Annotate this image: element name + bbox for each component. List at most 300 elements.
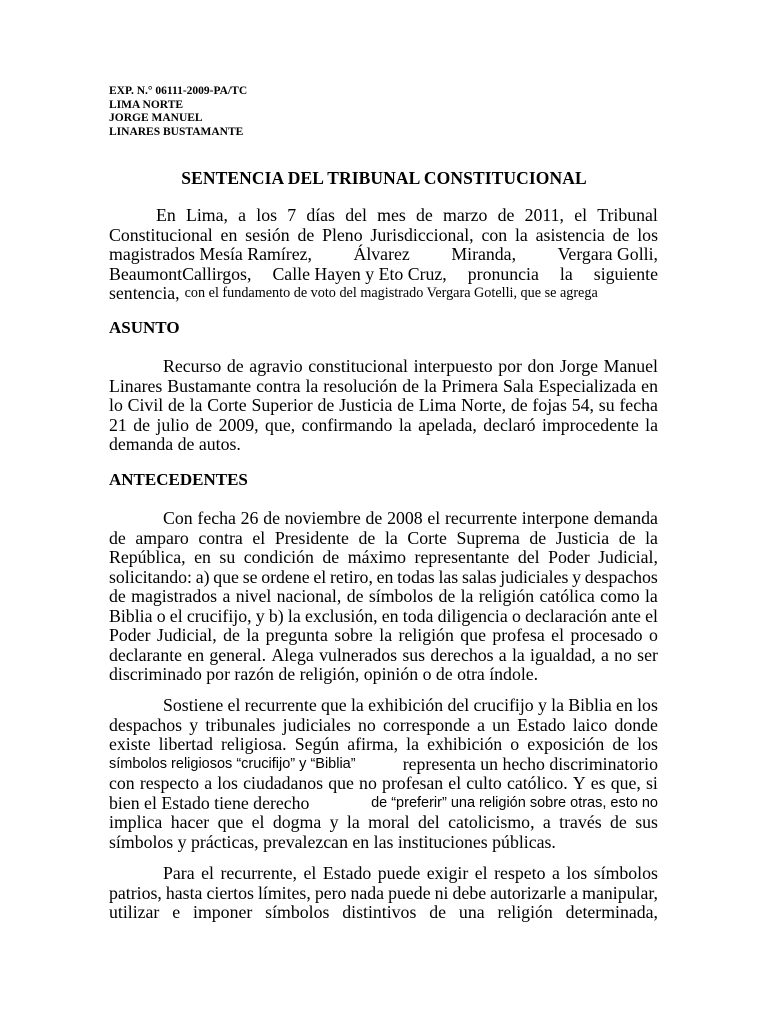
word: través: [559, 812, 602, 832]
word: a: [238, 205, 247, 225]
state-right-text: bien el Estado tiene derecho: [109, 792, 310, 813]
word: moral: [368, 812, 410, 832]
word: el: [169, 605, 183, 626]
word: Recurso: [163, 356, 222, 376]
antecedentes-line: [109, 884, 658, 904]
word: las: [438, 566, 459, 587]
word: Corte: [207, 395, 247, 415]
word: de: [223, 625, 240, 645]
antecedentes-p2-last-text: símbolos y prácticas, prevalezcan en las instituciones públicas.: [109, 831, 556, 852]
word: patrios,: [109, 882, 162, 903]
word: vulnerados: [319, 644, 398, 665]
word: a: [570, 882, 579, 903]
word: el: [227, 695, 241, 715]
word: la: [645, 527, 658, 548]
word: Jurisdiccional,: [370, 224, 474, 245]
word: de: [397, 395, 415, 415]
word: declarante: [109, 644, 183, 665]
word: Civil: [127, 395, 164, 415]
word: recurrente: [244, 695, 317, 715]
word: Lima,: [185, 205, 228, 225]
word: el: [303, 863, 317, 883]
word: condición: [243, 547, 314, 567]
antecedentes-line: [109, 774, 658, 794]
word: asistencia: [535, 224, 605, 245]
word: que: [460, 625, 486, 645]
intro-voto-note: con el fundamento de voto del magistrado Vergara Gotelli, que se agrega: [184, 285, 598, 301]
word: declaró: [483, 414, 536, 435]
word: respeto: [494, 863, 546, 883]
word: En: [156, 205, 176, 225]
intro-paragraph: [109, 206, 658, 304]
word: respecto: [139, 773, 200, 793]
word: debe: [452, 882, 487, 903]
word: que: [217, 812, 244, 832]
word: Álvarez: [353, 244, 410, 264]
word: símbolos: [593, 863, 658, 883]
antecedentes-paragraph-3: [109, 864, 658, 923]
word: el: [645, 605, 658, 626]
antecedentes-line: [109, 568, 658, 588]
intro-line: [109, 206, 658, 226]
word: que,: [610, 773, 641, 793]
word: Biblia: [568, 695, 612, 715]
word: recurrente: [444, 508, 518, 528]
word: que: [321, 695, 347, 715]
word: su: [598, 395, 615, 415]
word: Según: [294, 734, 340, 754]
word: ser: [637, 644, 658, 665]
asunto-heading: ASUNTO: [109, 318, 180, 337]
word: Estado: [322, 863, 372, 883]
word: del: [447, 695, 470, 715]
word: de: [297, 224, 315, 245]
word: crucifijo,: [186, 605, 252, 626]
word: laico: [572, 714, 608, 735]
word: nacional,: [276, 586, 342, 606]
word: exhibición: [427, 734, 503, 754]
intro-line: [109, 226, 658, 246]
word: a: [498, 644, 507, 665]
word: y: [572, 566, 582, 587]
word: fecha: [619, 395, 658, 415]
asunto-last-text: demanda de autos.: [109, 434, 241, 454]
word: y: [329, 812, 339, 832]
word: la: [398, 414, 412, 435]
word: exposición: [527, 734, 605, 754]
word: salas: [461, 566, 497, 587]
word: Vergara Golli,: [557, 244, 658, 264]
case-number: EXP. N.° 06111-2009-PA/TC: [109, 85, 248, 97]
word: la: [559, 263, 573, 284]
antecedentes-line: [109, 696, 658, 716]
word: fecha: [197, 508, 236, 528]
word: y: [537, 695, 547, 715]
word: magistrados Mesía Ramírez,: [109, 244, 312, 264]
word: o: [510, 734, 520, 754]
word: la: [305, 375, 319, 396]
word: religión: [497, 902, 553, 922]
word: el: [574, 205, 588, 225]
word: de: [195, 414, 213, 435]
word: el: [551, 625, 565, 645]
word: si: [645, 773, 658, 793]
word: lo: [109, 395, 123, 415]
word: del: [517, 547, 540, 567]
word: pronuncia: [467, 263, 539, 284]
word: en: [381, 605, 399, 626]
word: la: [514, 224, 528, 245]
word: ordene: [261, 566, 310, 587]
word: Primera: [441, 375, 499, 396]
antecedentes-line: [109, 607, 658, 627]
word: dogma: [272, 812, 322, 832]
word: diligencia: [437, 605, 508, 626]
word: ante: [611, 605, 641, 626]
word: de: [415, 205, 433, 225]
antecedentes-line: [109, 716, 658, 736]
word: noviembre: [284, 508, 361, 528]
word: un: [492, 714, 510, 735]
plaintiff-first-name: JORGE MANUEL: [109, 112, 203, 125]
discriminatory-text: representa un hecho discriminatorio: [402, 753, 658, 774]
word: en: [616, 695, 633, 715]
word: ciudadanos: [243, 773, 324, 793]
word: mes: [377, 205, 406, 225]
word: con: [481, 224, 508, 245]
word: la: [287, 605, 301, 626]
word: de: [226, 356, 244, 376]
word: de: [510, 395, 528, 415]
word: en: [220, 224, 238, 245]
word: una: [458, 902, 485, 922]
intro-line: [109, 245, 658, 265]
word: Norte,: [461, 395, 507, 415]
case-header: [109, 85, 247, 139]
word: interpuesto: [413, 356, 493, 376]
word: de: [167, 395, 185, 415]
word: la: [246, 625, 260, 645]
word: Especializada: [538, 375, 637, 396]
word: el: [448, 773, 462, 793]
word: o: [648, 625, 658, 645]
word: de: [429, 902, 447, 922]
word: Estado: [517, 714, 566, 735]
word: libertad: [158, 734, 213, 754]
word: como: [600, 586, 640, 606]
word: marzo: [442, 205, 488, 225]
word: culto: [466, 773, 502, 793]
word: la: [644, 586, 658, 606]
word: de: [133, 414, 150, 435]
word: 2009,: [218, 414, 259, 435]
word: Presidente: [274, 527, 349, 548]
word: la: [379, 625, 393, 645]
word: toda: [402, 605, 434, 626]
word: o: [156, 605, 166, 626]
word: ni: [434, 882, 449, 903]
asunto-line: [109, 357, 658, 377]
word: de: [618, 527, 636, 548]
word: resolución: [323, 375, 398, 396]
word: Pleno: [322, 224, 363, 245]
prefer-religion-text: de “preferir” una religión sobre otras, esto no: [371, 794, 658, 811]
word: imponer: [193, 902, 253, 922]
word: exhibición: [368, 695, 444, 715]
word: contra: [256, 375, 301, 396]
word: improcedente: [541, 414, 639, 435]
word: implica: [109, 812, 163, 832]
word: todas: [397, 566, 435, 587]
word: la: [350, 695, 364, 715]
word: que: [213, 566, 239, 587]
word: confirmando: [301, 414, 393, 435]
word: tribunales: [205, 714, 276, 735]
antecedentes-line-mixed: [109, 794, 658, 814]
word: constitucional: [308, 356, 408, 376]
word: sus: [635, 812, 658, 832]
word: judiciales: [282, 714, 351, 735]
word: Justicia: [339, 395, 393, 415]
word: general.: [209, 644, 267, 665]
word: la: [551, 695, 564, 715]
word: Poder: [109, 625, 151, 645]
word: b): [268, 605, 284, 626]
word: de: [402, 375, 420, 396]
word: magistrados: [131, 586, 218, 606]
word: Lima: [418, 395, 457, 415]
word: y: [189, 714, 199, 735]
word: a: [477, 714, 485, 735]
word: Sostiene: [163, 695, 224, 715]
word: y: [255, 605, 265, 626]
word: religión: [478, 586, 535, 606]
word: 2011,: [524, 205, 564, 225]
word: a): [195, 566, 210, 587]
word: nivel: [235, 586, 272, 606]
asunto-line-last: [109, 435, 658, 455]
intro-line-last: [109, 284, 658, 304]
word: sesión: [245, 224, 290, 245]
document-title: SENTENCIA DEL TRIBUNAL CONSTITUCIONAL: [181, 168, 587, 188]
word: igualdad,: [530, 644, 596, 665]
word: Biblia: [109, 605, 153, 626]
word: o: [511, 605, 521, 626]
word: Linares: [109, 375, 163, 396]
antecedentes-line: [109, 548, 658, 568]
word: procesado: [570, 625, 643, 645]
word: su: [219, 547, 236, 567]
word: Con: [163, 508, 193, 528]
word: BeaumontCallirgos,: [109, 263, 252, 284]
antecedentes-line: [109, 864, 658, 884]
word: 2008: [387, 508, 423, 528]
word: interpone: [521, 508, 589, 528]
word: a: [204, 773, 213, 793]
word: fojas: [532, 395, 567, 415]
antecedentes-line: [109, 646, 658, 666]
intro-sentencia: sentencia,: [109, 283, 180, 303]
word: donde: [614, 714, 658, 735]
word: el: [201, 863, 214, 883]
word: pregunta: [265, 625, 328, 645]
word: de: [497, 205, 515, 225]
word: hasta: [165, 882, 203, 903]
word: Poder: [548, 547, 590, 567]
word: nada: [350, 882, 385, 903]
antecedentes-paragraph-2: [109, 696, 658, 852]
word: la: [384, 527, 398, 548]
word: de: [365, 508, 383, 528]
word: se: [242, 566, 258, 587]
word: de: [322, 547, 340, 567]
word: símbolos: [265, 902, 330, 922]
word: de: [529, 527, 547, 548]
word: judiciales: [500, 566, 569, 587]
word: Bustamante: [167, 375, 252, 396]
word: Tribunal: [597, 205, 658, 225]
word: en: [194, 547, 211, 567]
word: de: [358, 527, 376, 548]
word: exigir: [426, 863, 469, 883]
word: los: [256, 205, 278, 225]
word: que,: [265, 414, 296, 435]
word: despachos: [109, 714, 183, 735]
word: el: [251, 812, 265, 832]
word: la: [346, 812, 360, 832]
word: retiro,: [329, 566, 373, 587]
word: de: [438, 586, 456, 606]
word: corresponde: [382, 714, 470, 735]
word: los: [637, 224, 658, 245]
word: recurrente,: [220, 863, 297, 883]
word: en: [187, 644, 205, 665]
word: la: [406, 734, 420, 754]
word: máximo: [347, 547, 407, 567]
word: solicitando:: [109, 566, 192, 587]
word: apelada,: [418, 414, 477, 435]
asunto-line: [109, 416, 658, 436]
case-location: LIMA NORTE: [109, 98, 184, 111]
antecedentes-line-last: [109, 833, 658, 853]
word: puede: [377, 863, 421, 883]
word: límites,: [257, 882, 311, 903]
religious-symbols-text: símbolos religiosos “crucifijo” y “Biblia”: [109, 755, 356, 772]
word: de: [346, 586, 364, 606]
word: pero: [314, 882, 347, 903]
word: profesa: [492, 625, 545, 645]
word: 7: [287, 205, 297, 225]
word: en: [376, 566, 394, 587]
word: 54,: [571, 395, 594, 415]
antecedentes-heading: ANTECEDENTES: [109, 470, 248, 489]
word: puede: [388, 882, 431, 903]
word: declaración: [525, 605, 608, 626]
word: catolicismo,: [448, 812, 535, 832]
word: Judicial,: [156, 625, 217, 645]
word: los: [637, 734, 658, 754]
asunto-paragraph: [109, 357, 658, 455]
word: el: [252, 527, 266, 548]
antecedentes-line: [109, 509, 658, 529]
word: los: [217, 773, 238, 793]
word: e: [172, 902, 181, 922]
word: que: [328, 773, 354, 793]
word: ciertos: [206, 882, 254, 903]
word: a: [542, 812, 551, 832]
word: de: [263, 508, 280, 528]
asunto-line: [109, 396, 658, 416]
word: Calle Hayen y Eto Cruz,: [272, 263, 447, 284]
word: amparo: [135, 527, 189, 548]
word: julio: [156, 414, 189, 435]
antecedentes-p1-last-text: discriminado por razón de religión, opinión o de otra índole.: [109, 664, 539, 684]
word: despachos: [584, 566, 658, 587]
antecedentes-line: [109, 529, 658, 549]
word: Manuel: [603, 356, 658, 376]
word: la: [645, 414, 658, 435]
word: sus: [402, 644, 426, 665]
word: Miranda,: [451, 244, 517, 264]
word: la: [460, 586, 474, 606]
word: no: [359, 773, 377, 793]
word: símbolos: [368, 586, 434, 606]
word: de: [109, 527, 126, 548]
word: no: [358, 714, 376, 735]
word: siguiente: [593, 263, 658, 284]
word: Judicial,: [598, 547, 658, 567]
word: a: [600, 644, 609, 665]
word: de: [317, 395, 335, 415]
word: Corte: [407, 527, 447, 548]
word: Constitucional: [109, 224, 213, 245]
intro-line: [109, 265, 658, 285]
word: 26: [240, 508, 259, 528]
word: días: [306, 205, 335, 225]
word: Suprema: [456, 527, 520, 548]
word: el: [427, 508, 441, 528]
word: Alega: [271, 644, 314, 665]
word: no: [614, 644, 632, 665]
antecedentes-line: [109, 813, 658, 833]
antecedentes-line: [109, 587, 658, 607]
antecedentes-line: [109, 626, 658, 646]
word: manipular,: [582, 882, 658, 903]
word: autorizarle: [490, 882, 567, 903]
word: de: [612, 224, 630, 245]
word: la: [189, 395, 203, 415]
word: a: [552, 863, 560, 883]
word: exclusión,: [304, 605, 378, 626]
word: utilizar: [109, 902, 160, 922]
word: católica: [539, 586, 595, 606]
word: a: [222, 586, 231, 606]
word: agravio: [249, 356, 303, 376]
word: el: [474, 863, 488, 883]
word: 21: [109, 414, 127, 435]
word: Superior: [251, 395, 313, 415]
antecedentes-line: [109, 735, 658, 755]
word: Justicia: [555, 527, 610, 548]
asunto-line: [109, 377, 658, 397]
word: con: [109, 773, 135, 793]
antecedentes-line: [109, 903, 658, 923]
word: Sala: [502, 375, 534, 396]
word: hacer: [170, 812, 210, 832]
word: por: [498, 356, 522, 376]
word: la: [423, 375, 437, 396]
word: afirma,: [347, 734, 399, 754]
